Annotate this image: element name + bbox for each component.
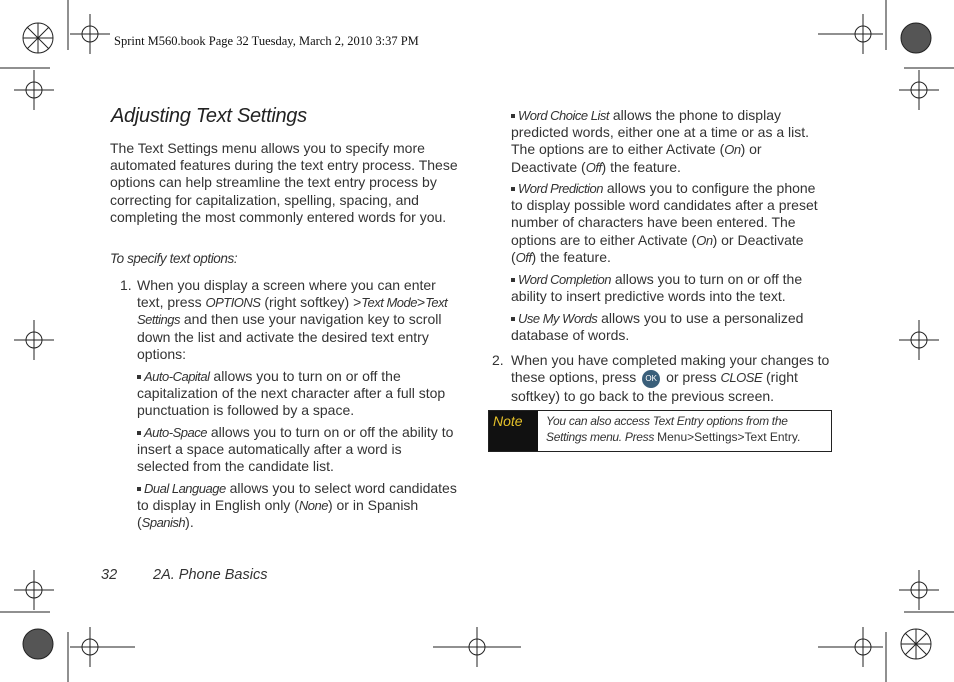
step-2-text: When you have completed making your changes to these options, press OK or press CLOSE (right softkey) to go back to the previous screen. <box>511 352 830 404</box>
bullet-marker <box>511 278 515 282</box>
bullet-marker <box>137 487 141 491</box>
bullet-marker <box>511 317 515 321</box>
bullet-marker <box>137 431 141 435</box>
print-header: Sprint M560.book Page 32 Tuesday, March 2, 2010 3:37 PM <box>114 34 419 48</box>
close-softkey: CLOSE <box>720 370 763 386</box>
step-2-number: 2. <box>492 352 504 368</box>
text-settings-menu-item: Text Settings <box>137 295 448 328</box>
bullet-dual-language: Dual Language allows you to select word candidates to display in English only (None) or in Spanish (Spanish). <box>137 480 457 531</box>
note-label: Note <box>489 411 538 451</box>
text-mode-menu-item: Text Mode <box>361 295 417 311</box>
note-text: You can also access Text Entry options from the Settings menu. Press Menu>Settings>Text Entry. <box>546 414 801 444</box>
note-box <box>488 410 832 452</box>
bullet-word-prediction: Word Prediction allows you to configure the phone to display possible word candidates after a preset number of characters have been entered. The options are to either Activate (On) or Deactivate (Off) the feature. <box>511 180 818 265</box>
bullet-word-completion: Word Completion allows you to turn on or off the ability to insert predictive words into the text. <box>511 271 803 305</box>
procedure-lead: To specify text options: <box>110 251 238 266</box>
bullet-auto-capital: Auto-Capital allows you to turn on or off the capitalization of the next character after a full stop punctuation is followed by a space. <box>137 368 446 419</box>
ok-key-icon: OK <box>642 370 660 388</box>
options-softkey: OPTIONS <box>205 295 261 311</box>
bullet-marker <box>511 187 515 191</box>
bullet-marker <box>511 114 515 118</box>
intro-paragraph: The Text Settings menu allows you to specify more automated features during the text entry process. These options can help streamline the text entry process by correcting for capitalization, spelling, spacing, and completing the most commonly entered words for you. <box>110 140 458 225</box>
page-title: Adjusting Text Settings <box>111 105 307 127</box>
step-1-number: 1. <box>120 277 132 293</box>
bullet-use-my-words: Use My Words allows you to use a personalized database of words. <box>511 310 804 344</box>
page-number: 32 <box>101 567 118 583</box>
step-1-text: When you display a screen where you can enter text, press OPTIONS (right softkey) >Text Mode>Text Settings and then use your navigation key to scroll down the list and activate the desired text entry options: <box>137 277 448 362</box>
section-title: 2A. Phone Basics <box>153 567 268 583</box>
bullet-auto-space: Auto-Space allows you to turn on or off the ability to insert a space automatically after a word is selected from the candidate list. <box>137 424 454 475</box>
bullet-word-choice-list: Word Choice List allows the phone to display predicted words, either one at a time or as a list. The options are to either Activate (On) or Deactivate (Off) the feature. <box>511 107 810 175</box>
bullet-marker <box>137 375 141 379</box>
